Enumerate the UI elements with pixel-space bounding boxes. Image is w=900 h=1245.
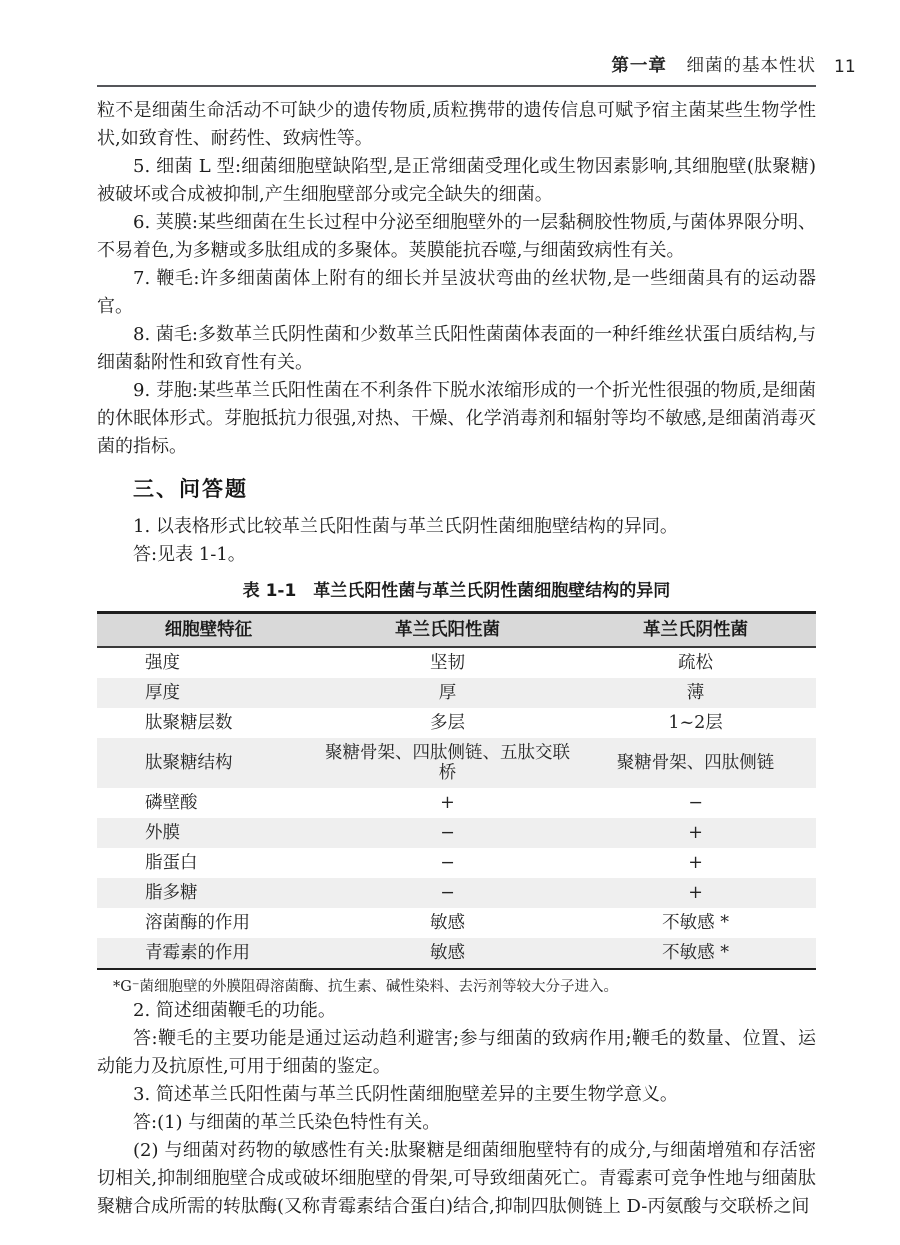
cell-gram-negative: + bbox=[688, 823, 703, 843]
cell-gram-negative: 不敏感 * bbox=[662, 943, 729, 963]
cell-gram-negative: + bbox=[688, 883, 703, 903]
table-row bbox=[97, 818, 816, 848]
page-number: 11 bbox=[834, 57, 856, 77]
table-row bbox=[97, 708, 816, 738]
cell-gram-negative: − bbox=[688, 793, 703, 813]
cell-feature: 厚度 bbox=[145, 683, 180, 703]
chapter-title: 细菌的基本性状 bbox=[686, 56, 816, 76]
table-row bbox=[97, 848, 816, 878]
paragraph-continuation: 粒不是细菌生命活动不可缺少的遗传物质,质粒携带的遗传信息可赋予宿主菌某些生物学性状,如致育性、耐药性、致病性等。 bbox=[97, 100, 816, 149]
table-row bbox=[97, 878, 816, 908]
question-1: 1. 以表格形式比较革兰氏阳性菌与革兰氏阴性菌细胞壁结构的异同。 bbox=[133, 516, 678, 537]
cell-gram-negative: 薄 bbox=[686, 683, 705, 703]
section-heading: 三、问答题 bbox=[133, 476, 248, 501]
answer-3-part-2: (2) 与细菌对药物的敏感性有关:肽聚糖是细菌细胞壁特有的成分,与细菌增殖和存活密切相关,抑制细胞壁合成或破坏细胞壁的骨架,可导致细菌死亡。青霉素可竞争性地与细菌肽聚糖合成所需的转肽酶(又称青霉素结合蛋白)结合,抑制四肽侧链上 D-丙氨酸与交联桥之间 bbox=[97, 1140, 816, 1217]
answer-3-part-1: 答:(1) 与细菌的革兰氏染色特性有关。 bbox=[133, 1112, 441, 1133]
table-row bbox=[97, 647, 816, 678]
table-row bbox=[97, 738, 816, 788]
chapter-header bbox=[97, 52, 816, 87]
cell-feature: 外膜 bbox=[145, 823, 180, 843]
table-row bbox=[97, 938, 816, 969]
cell-gram-positive: 敏感 bbox=[429, 943, 465, 963]
cell-gram-positive: − bbox=[440, 823, 455, 843]
col-header-gram-positive: 革兰氏阳性菌 bbox=[320, 613, 575, 648]
cell-gram-negative: 1~2层 bbox=[668, 713, 723, 733]
list-item-5: 5. 细菌 L 型:细菌细胞壁缺陷型,是正常细菌受理化或生物因素影响,其细胞壁(肽聚糖)被破坏或合成被抑制,产生细胞壁部分或完全缺失的细菌。 bbox=[97, 156, 816, 205]
cell-gram-negative: + bbox=[688, 853, 703, 873]
table-header-row bbox=[97, 613, 816, 648]
list-item-7: 7. 鞭毛:许多细菌菌体上附有的细长并呈波状弯曲的丝状物,是一些细菌具有的运动器官。 bbox=[97, 268, 816, 317]
comparison-table bbox=[97, 611, 816, 970]
cell-gram-positive: 敏感 bbox=[429, 913, 465, 933]
col-header-gram-negative: 革兰氏阴性菌 bbox=[575, 613, 816, 648]
question-3: 3. 简述革兰氏阳性菌与革兰氏阴性菌细胞壁差异的主要生物学意义。 bbox=[133, 1084, 678, 1105]
running-header bbox=[97, 52, 869, 87]
list-item-8: 8. 菌毛:多数革兰氏阴性菌和少数革兰氏阳性菌菌体表面的一种纤维丝状蛋白质结构,与细菌黏附性和致育性有关。 bbox=[97, 324, 816, 373]
answer-2: 答:鞭毛的主要功能是通过运动趋利避害;参与细菌的致病作用;鞭毛的数量、位置、运动能力及抗原性,可用于细菌的鉴定。 bbox=[97, 1028, 816, 1077]
cell-gram-negative: 疏松 bbox=[678, 653, 714, 673]
question-2: 2. 简述细菌鞭毛的功能。 bbox=[133, 1000, 336, 1021]
cell-feature: 肽聚糖层数 bbox=[145, 713, 233, 733]
col-header-feature: 细胞壁特征 bbox=[97, 613, 320, 648]
cell-gram-positive: 坚韧 bbox=[429, 653, 465, 673]
cell-feature: 青霉素的作用 bbox=[145, 943, 250, 963]
cell-gram-positive: 厚 bbox=[438, 683, 457, 703]
cell-gram-negative: 聚糖骨架、四肽侧链 bbox=[616, 753, 775, 773]
cell-gram-negative: 不敏感 * bbox=[662, 913, 729, 933]
cell-gram-positive: 多层 bbox=[429, 713, 465, 733]
table-row bbox=[97, 908, 816, 938]
list-item-6: 6. 荚膜:某些细菌在生长过程中分泌至细胞壁外的一层黏稠胶性物质,与菌体界限分明、不易着色,为多糖或多肽组成的多聚体。荚膜能抗吞噬,与细菌致病性有关。 bbox=[97, 212, 816, 261]
table-footnote: *G⁻菌细胞壁的外膜阻碍溶菌酶、抗生素、碱性染料、去污剂等较大分子进入。 bbox=[113, 979, 618, 995]
cell-feature: 脂蛋白 bbox=[145, 853, 198, 873]
table-row bbox=[97, 788, 816, 818]
table-row bbox=[97, 678, 816, 708]
cell-feature: 磷壁酸 bbox=[145, 793, 198, 813]
cell-gram-positive: − bbox=[440, 883, 455, 903]
chapter-label: 第一章 bbox=[611, 56, 667, 76]
cell-feature: 强度 bbox=[145, 653, 180, 673]
cell-feature: 肽聚糖结构 bbox=[145, 753, 233, 773]
list-item-9: 9. 芽胞:某些革兰氏阳性菌在不利条件下脱水浓缩形成的一个折光性很强的物质,是细菌的休眠体形式。芽胞抵抗力很强,对热、干燥、化学消毒剂和辐射等均不敏感,是细菌消毒灭菌的指标。 bbox=[97, 380, 816, 457]
answer-1: 答:见表 1-1。 bbox=[133, 544, 246, 565]
table-caption: 表 1-1 革兰氏阳性菌与革兰氏阴性菌细胞壁结构的异同 bbox=[242, 581, 671, 601]
cell-gram-positive: 聚糖骨架、四肽侧链、五肽交联桥 bbox=[324, 743, 570, 783]
cell-gram-positive: − bbox=[440, 853, 455, 873]
cell-feature: 溶菌酶的作用 bbox=[145, 913, 250, 933]
cell-gram-positive: + bbox=[440, 793, 455, 813]
page-content bbox=[97, 97, 816, 1221]
cell-feature: 脂多糖 bbox=[145, 883, 198, 903]
